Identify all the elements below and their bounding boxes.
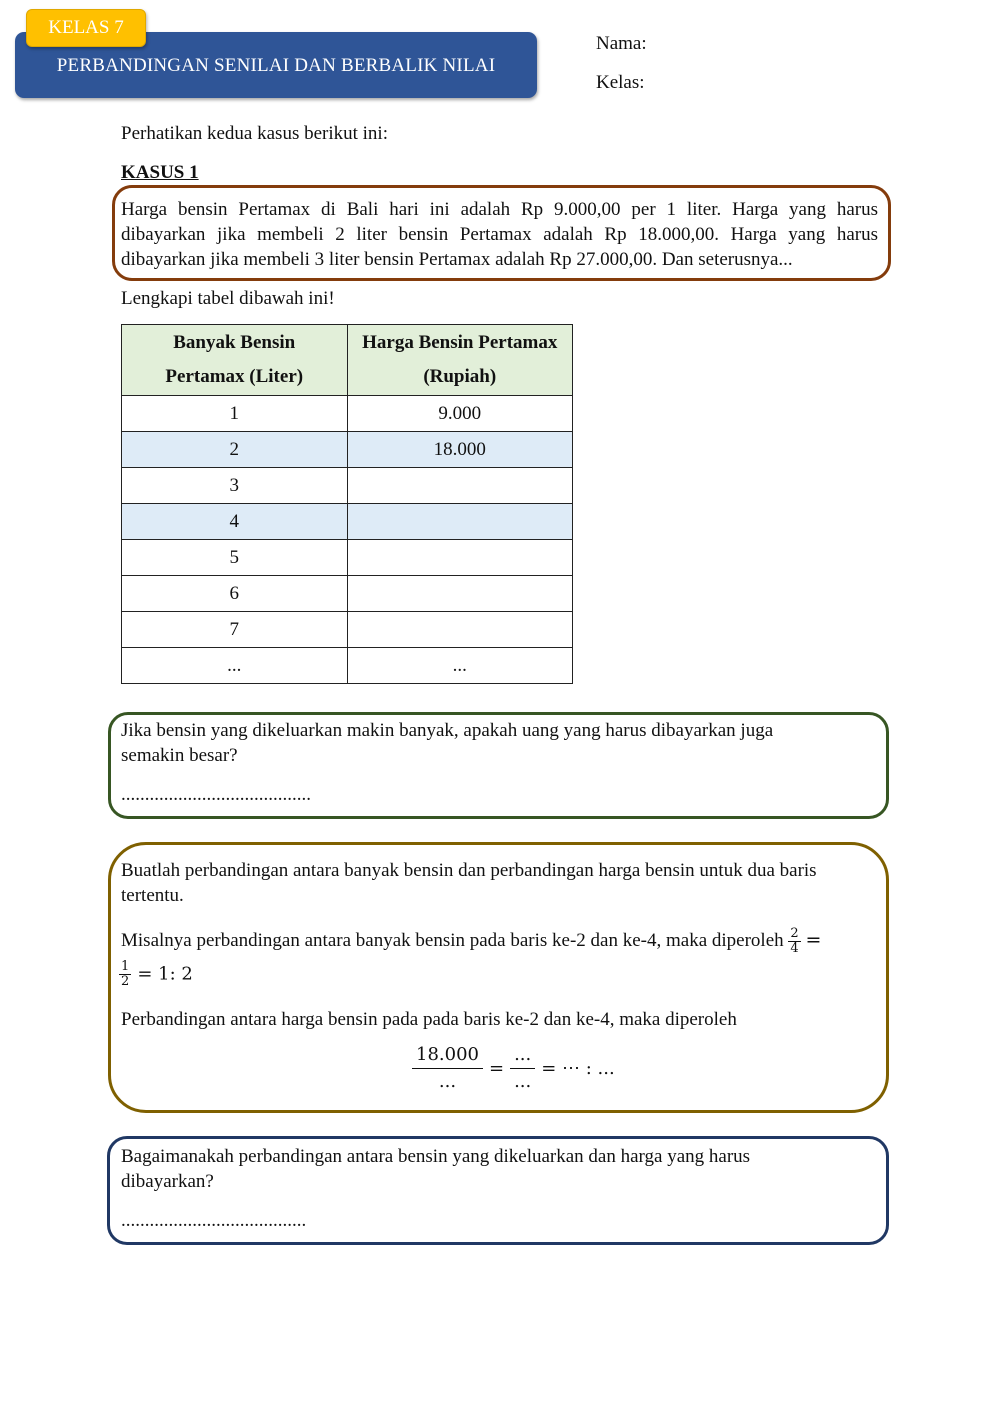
price-ratio-text: Perbandingan antara harga bensin pada pada baris ke-2 dan ke-4, maka diperoleh [121,1009,737,1030]
table-row [122,432,573,468]
class-label: Kelas: [596,72,645,93]
example-math [119,960,193,989]
question-line: Jika bensin yang dikeluarkan makin banyak, apakah uang yang harus dibayarkan juga [121,720,774,741]
case-description [121,197,878,272]
question-line: dibayarkan? [121,1171,214,1192]
cell-price[interactable]: 9.000 [347,396,573,432]
case-line: dibayarkan jika membeli 2 liter bensin Pertamax adalah Rp 18.000,00. Harga yang harus [121,224,878,245]
cell-price[interactable] [347,540,573,576]
page-title: PERBANDINGAN SENILAI DAN BERBALIK NILAI [56,55,496,76]
fraction-denominator[interactable]: ... [514,1071,532,1092]
example-sentence: Misalnya perbandingan antara banyak bensin pada baris ke-2 dan ke-4, maka diperoleh [121,929,784,951]
table-row [122,396,573,432]
table-row [122,648,573,684]
cell-liter: 2 [122,432,348,468]
intro-text: Perhatikan kedua kasus berikut ini: [121,123,388,144]
cell-liter: 7 [122,612,348,648]
example-text [121,927,881,956]
fraction-numerator: 1 [121,959,130,974]
header-line: Banyak Bensin [173,332,296,353]
table-header-row [122,325,573,396]
table-instruction: Lengkapi tabel dibawah ini! [121,288,335,309]
cell-liter: 5 [122,540,348,576]
cell-liter: 4 [122,504,348,540]
cell-price: ... [347,648,573,684]
header-line: Harga Bensin Pertamax [362,332,558,353]
answer-blank[interactable]: ........................................ [121,784,311,805]
case-line: Harga bensin Pertamax di Bali hari ini adalah Rp 9.000,00 per 1 liter. Harga yang harus [121,199,878,220]
cell-liter: 6 [122,576,348,612]
cell-liter: ... [122,648,348,684]
question-line: tertentu. [121,885,184,906]
cell-price[interactable] [347,468,573,504]
question3-text [121,1144,871,1194]
question-line: Bagaimanakah perbandingan antara bensin yang dikeluarkan dan harga yang harus [121,1146,751,1167]
fraction-denominator: 2 [121,974,130,989]
table-row [122,612,573,648]
question1-text [121,718,871,768]
fraction [788,927,800,956]
case-heading: KASUS 1 [121,162,199,183]
question-line: Buatlah perbandingan antara banyak bensin dan perbandingan harga bensin untuk dua baris [121,860,817,881]
cell-price[interactable] [347,504,573,540]
cell-liter: 1 [122,396,348,432]
header-line: (Rupiah) [423,366,497,387]
ratio-result: = 1: 2 [137,963,193,985]
price-ratio-math [412,1042,615,1095]
grade-badge: KELAS 7 [26,9,146,47]
fraction [412,1042,483,1095]
equals-sign: = [488,1058,505,1079]
header-liter [122,325,348,396]
table-row [122,468,573,504]
fraction [510,1042,535,1095]
cell-price[interactable] [347,612,573,648]
ratio-result[interactable]: = ⋯ : ... [541,1058,615,1079]
fraction-denominator[interactable]: ... [438,1071,457,1092]
data-table [121,324,573,684]
fraction-numerator: 18.000 [412,1042,483,1069]
header-line: Pertamax (Liter) [165,366,304,387]
fraction-numerator[interactable]: ... [510,1042,535,1069]
header-price [347,325,573,396]
question-line: semakin besar? [121,745,238,766]
fraction [119,960,131,989]
fraction-denominator: 4 [790,941,799,956]
table-row [122,540,573,576]
cell-price[interactable] [347,576,573,612]
table-row [122,504,573,540]
cell-liter: 3 [122,468,348,504]
equals-sign: = [805,928,822,951]
question2-text [121,858,871,908]
fraction-numerator: 2 [790,926,799,941]
cell-price[interactable]: 18.000 [347,432,573,468]
name-label: Nama: [596,33,647,54]
answer-blank[interactable]: ....................................... [121,1210,307,1231]
case-line: dibayarkan jika membeli 3 liter bensin Pertamax adalah Rp 27.000,00. Dan seterusnya... [121,249,793,270]
table-row [122,576,573,612]
